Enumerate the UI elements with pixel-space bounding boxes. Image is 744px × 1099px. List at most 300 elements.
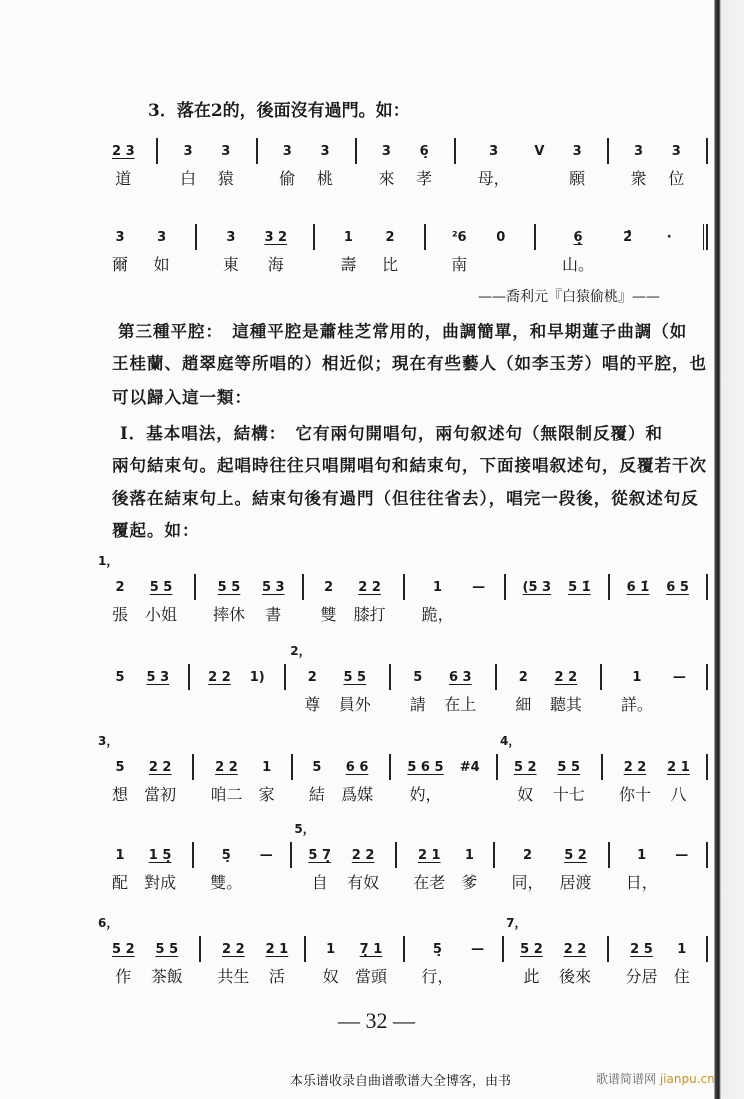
note: 5 1̇ [568, 580, 591, 595]
note-cell [218, 142, 234, 190]
note: 3 [183, 144, 193, 159]
lyric: 自 [311, 873, 328, 892]
barline [601, 754, 603, 780]
note-cell [560, 846, 592, 894]
note-cell [674, 940, 690, 988]
lyric: 有奴 [347, 873, 380, 892]
barline [493, 842, 495, 868]
note-cell [208, 668, 231, 716]
lyric: 奴 [517, 785, 534, 804]
note-cell [667, 758, 690, 806]
lyric: 八 [670, 785, 687, 804]
watermark [596, 1070, 715, 1087]
note-cell [631, 142, 647, 190]
note-cell [112, 668, 128, 716]
lyric: 詳。 [620, 695, 653, 714]
barline [607, 936, 609, 962]
lyric: 爹 [461, 873, 478, 892]
note-cell [147, 668, 170, 716]
lyric: 爾 [112, 255, 129, 274]
note: ²6 [451, 230, 467, 245]
note: 1 5̣ [148, 848, 172, 863]
note-cell [151, 940, 183, 988]
note: — [472, 580, 486, 595]
note-cell [213, 578, 245, 626]
note: 6̣ [573, 230, 583, 245]
lyric: 行， [421, 967, 454, 986]
barline [194, 574, 196, 600]
lyric: 摔休 [212, 605, 245, 624]
paragraph-line: I．基本唱法，結構： 它有兩句開唱句，兩句叙述句（無限制反覆）和 [120, 424, 663, 443]
note: 1 [677, 942, 687, 957]
note: 5̣ [221, 848, 231, 863]
note-cell [294, 822, 332, 894]
note: 1 [464, 848, 474, 863]
note: 3 [671, 144, 681, 159]
lyric: 此 [523, 967, 540, 986]
note: 2 2 [563, 942, 587, 957]
lyric: 請 [409, 695, 426, 714]
lyric: 雙 [320, 605, 337, 624]
note: (5 3 [522, 580, 552, 595]
lyric: 當初 [144, 785, 177, 804]
note: 2 2 [222, 942, 245, 957]
note-cell [531, 142, 547, 190]
note-cell [460, 758, 480, 806]
note-cell [98, 734, 129, 806]
lyric: 山。 [562, 255, 595, 274]
music-row [98, 734, 708, 814]
note-cell [210, 758, 242, 806]
note: 2 [324, 580, 334, 595]
note: 5 [115, 760, 125, 775]
barline [156, 138, 158, 164]
note: 2 2 [208, 670, 231, 685]
lyric: 雙。 [210, 873, 243, 892]
note-cell [515, 668, 531, 716]
note: 2 3 [112, 144, 135, 159]
note-cell [493, 228, 509, 276]
lyric: 來 [378, 169, 395, 188]
note-cell [317, 142, 333, 190]
music-row [112, 142, 708, 198]
lyric: 願 [569, 169, 586, 188]
phrase-number: 3， [98, 734, 119, 748]
barline [290, 842, 292, 868]
lyric: 小姐 [145, 605, 178, 624]
barline [706, 138, 708, 164]
barline [195, 224, 197, 250]
barline [600, 664, 602, 690]
note: 2 1 [265, 942, 289, 957]
note: 5 2 [112, 942, 135, 957]
barline [188, 664, 190, 690]
lyric: 想 [112, 785, 129, 804]
note-cell [217, 940, 249, 988]
note: 3 2 [264, 230, 288, 245]
barline [389, 664, 391, 690]
note: 5 2 [564, 848, 587, 863]
barline [395, 842, 397, 868]
note: 3 [489, 144, 499, 159]
note: 5 5 [217, 580, 241, 595]
note-cell [671, 668, 687, 716]
music-row [112, 644, 708, 724]
note-cell [355, 940, 387, 988]
barline [389, 754, 391, 780]
note-cell [661, 228, 677, 276]
note-cell [568, 578, 591, 626]
note-cell [478, 142, 510, 190]
note-cell [470, 940, 486, 988]
barline [403, 574, 405, 600]
note: 2 [385, 230, 395, 245]
note: 5 5 [149, 580, 173, 595]
footer-note: 本乐谱收录自曲谱歌谱大全博客，由书 [290, 1074, 512, 1089]
note: V [534, 144, 545, 159]
note-cell [341, 758, 373, 806]
note: 6 1̇ [626, 580, 650, 595]
note-cell [559, 940, 591, 988]
note: 3 [282, 144, 292, 159]
note: 5̣ [432, 942, 442, 957]
note: 5 3 [261, 580, 285, 595]
note-cell [625, 940, 657, 988]
note: 6 5 [666, 580, 689, 595]
lyric: 當頭 [354, 967, 387, 986]
note-cell [511, 846, 543, 894]
lyric: 員外 [338, 695, 371, 714]
lyric: 十七 [552, 785, 585, 804]
barline [284, 664, 286, 690]
note: 5 2 [513, 760, 537, 775]
note-cell [550, 668, 582, 716]
note: — [675, 848, 689, 863]
note-cell [266, 940, 289, 988]
note: 3 [572, 144, 582, 159]
note: 3 [157, 230, 167, 245]
note-cell [461, 846, 477, 894]
note: 0 [496, 230, 506, 245]
lyric: 膝打 [353, 605, 386, 624]
lyric: 道 [115, 169, 132, 188]
note: 1) [249, 670, 265, 685]
note-cell [444, 668, 476, 716]
note: 5 6 5 [407, 760, 444, 775]
barline [496, 754, 498, 780]
paragraph-line: 第三種平腔： 這種平腔是蕭桂芝常用的，曲調簡單，和早期蓮子曲調（如 [118, 322, 688, 341]
note: 3 [320, 144, 330, 159]
note: 1 [343, 230, 353, 245]
note: 5 2 [520, 942, 543, 957]
note: 2 [522, 848, 532, 863]
note-cell [144, 846, 176, 894]
note-cell [98, 554, 129, 626]
note-cell [499, 734, 537, 806]
note: 5 3 [146, 670, 170, 685]
lyric: 位 [668, 169, 685, 188]
note-cell [626, 846, 658, 894]
lyric: 母， [477, 169, 510, 188]
note-cell [223, 228, 239, 276]
note-cell [323, 940, 339, 988]
note: — [471, 942, 485, 957]
watermark-cn: 歌谱简谱网 [596, 1072, 657, 1086]
barline [706, 574, 708, 600]
note-cell [553, 758, 585, 806]
note-cell [569, 142, 585, 190]
note-cell [506, 916, 543, 988]
note: 1 [632, 670, 642, 685]
lyric: 比 [381, 255, 398, 274]
note: 6 3 [448, 670, 472, 685]
barline [403, 936, 405, 962]
note-cell [290, 644, 321, 716]
note-cell [98, 916, 135, 988]
note: 5 5 [557, 760, 581, 775]
note-cell [354, 578, 386, 626]
note: 5 5 [155, 942, 179, 957]
note-cell [378, 142, 394, 190]
lyric: 對成 [144, 873, 177, 892]
note-cell [620, 228, 636, 276]
note-cell [422, 578, 454, 626]
barline [291, 754, 293, 780]
note: 3 [221, 144, 231, 159]
note: 2 2 [148, 760, 172, 775]
note: 5 [413, 670, 423, 685]
note-cell [666, 578, 689, 626]
note: 2 2 [215, 760, 238, 775]
note-cell [562, 228, 594, 276]
paragraph-line: 兩句結束句。起唱時往往只唱開唱句和結束句，下面接唱叙述句，反覆若干次 [112, 456, 707, 475]
note: 2 [518, 670, 528, 685]
note-cell [145, 578, 177, 626]
lyric: 奴 [322, 967, 339, 986]
lyric: 咱二 [210, 785, 243, 804]
note: 1 [262, 760, 272, 775]
note-cell [347, 846, 379, 894]
lyric: 作 [115, 967, 132, 986]
lyric: 你十 [619, 785, 652, 804]
note: 6 6 [345, 760, 369, 775]
note: 3 [226, 230, 236, 245]
lyric: 白 [180, 169, 197, 188]
note: 3 [634, 144, 644, 159]
note: 2 1 [417, 848, 441, 863]
source-attribution: ——喬利元『白猿偷桃』—— [478, 289, 660, 305]
phrase-number: 4， [499, 734, 521, 748]
lyric: 結 [308, 785, 325, 804]
phrase-number: 2， [290, 644, 311, 658]
lyric: 在老 [413, 873, 446, 892]
lyric: 分居 [625, 967, 658, 986]
lyric: 海 [267, 255, 284, 274]
note: 3 [115, 230, 125, 245]
note: 2 2 [554, 670, 578, 685]
note-cell [264, 228, 287, 276]
lyric: 細 [515, 695, 532, 714]
note-cell [309, 758, 325, 806]
barline [502, 936, 504, 962]
paragraph-line: 王桂蘭、趙翠庭等所唱的）相近似；現在有些藝人（如李玉芳）唱的平腔，也 [112, 354, 707, 373]
music-row [112, 822, 708, 902]
music-row [112, 228, 708, 284]
note-cell [262, 578, 285, 626]
note: 2 2 [623, 760, 647, 775]
lyric: 壽 [340, 255, 357, 274]
lyric: 活 [268, 967, 285, 986]
note: #4 [459, 760, 480, 775]
barline [608, 574, 610, 600]
note-cell [382, 228, 398, 276]
note: 5 5 [343, 670, 367, 685]
note-cell [259, 758, 275, 806]
note: 1 [433, 580, 443, 595]
barline [302, 574, 304, 600]
note: 2 [307, 670, 317, 685]
lyric: 配 [112, 873, 129, 892]
note-cell [407, 758, 443, 806]
barline [706, 664, 708, 690]
lyric: 住 [673, 967, 690, 986]
note: · [666, 230, 672, 245]
lyric: 猿 [217, 169, 234, 188]
music-row [98, 916, 708, 996]
phrase-number: 1， [98, 554, 119, 568]
scan-edge [710, 0, 744, 1099]
note: 7̣ 1 [359, 942, 383, 957]
note-cell [421, 940, 453, 988]
page-number: — 32 — [338, 1008, 415, 1033]
note-cell [621, 668, 653, 716]
note-cell [619, 758, 651, 806]
note: — [672, 670, 686, 685]
note: — [259, 848, 273, 863]
lyric: 後來 [559, 967, 592, 986]
note-cell [339, 668, 371, 716]
lyric: 在上 [444, 695, 477, 714]
note: 2 [115, 580, 125, 595]
barline [199, 936, 201, 962]
lyric: 桃 [316, 169, 333, 188]
note-cell [144, 758, 176, 806]
lyric: 尊 [304, 695, 321, 714]
lyric: 居渡 [559, 873, 592, 892]
note: 2 5 [630, 942, 653, 957]
barline [706, 754, 708, 780]
lyric: 聽其 [549, 695, 582, 714]
note: 2 1 [667, 760, 690, 775]
note-cell [154, 228, 170, 276]
lyric: 妁， [409, 785, 442, 804]
note: 1 [326, 942, 336, 957]
note-cell [523, 578, 552, 626]
note-cell [180, 142, 196, 190]
lyric: 書 [265, 605, 282, 624]
barline [706, 842, 708, 868]
barline [495, 664, 497, 690]
section-heading: 3．落在2的，後面沒有過門。如： [148, 101, 410, 121]
music-row [98, 554, 708, 634]
note-cell [410, 668, 426, 716]
lyric: 孝 [416, 169, 433, 188]
lyric: 日， [625, 873, 658, 892]
lyric: 衆 [630, 169, 647, 188]
lyric: 家 [258, 785, 275, 804]
barline [706, 936, 708, 962]
lyric: 偷 [279, 169, 296, 188]
lyric: 爲媒 [341, 785, 374, 804]
note-cell [674, 846, 690, 894]
note-cell [249, 668, 265, 716]
note: 5 [312, 760, 322, 775]
barline [192, 842, 194, 868]
note: 1 [637, 848, 647, 863]
lyric: 茶飯 [150, 967, 183, 986]
note-cell [627, 578, 650, 626]
note-cell [112, 142, 135, 190]
note-cell [321, 578, 337, 626]
note: 3 [381, 144, 391, 159]
phrase-number: 7， [506, 916, 527, 930]
note-cell [112, 228, 128, 276]
phrase-number: 5， [294, 822, 315, 836]
lyric: 同， [511, 873, 544, 892]
paragraph-line: 覆起。如： [112, 521, 200, 540]
note-cell [471, 578, 487, 626]
lyric: 南 [451, 255, 468, 274]
note-cell [413, 846, 445, 894]
barline [355, 138, 357, 164]
barline [454, 138, 456, 164]
lyric: 東 [222, 255, 239, 274]
note-cell [258, 846, 274, 894]
note: 2 2 [351, 848, 375, 863]
note-cell [112, 846, 128, 894]
lyric: 跪， [421, 605, 454, 624]
phrase-number: 6， [98, 916, 119, 930]
paragraph-line: 後落在結束句上。結束句後有過門（但往往省去），唱完一段後，從叙述句反 [112, 489, 699, 508]
watermark-en: jianpu.cn [659, 1072, 715, 1086]
note-cell [279, 142, 295, 190]
note: 2̂ [623, 230, 633, 245]
note-cell [451, 228, 467, 276]
barline [607, 138, 609, 164]
note: 1 [115, 848, 125, 863]
barline [313, 224, 315, 250]
note-cell [210, 846, 242, 894]
lyric: 如 [153, 255, 170, 274]
lyric: 張 [112, 605, 129, 624]
note-cell [340, 228, 356, 276]
barline [192, 754, 194, 780]
barline [256, 138, 258, 164]
lyric: 共生 [217, 967, 250, 986]
note: 6̣ [419, 144, 429, 159]
barline [504, 574, 506, 600]
barline [424, 224, 426, 250]
barline [304, 936, 306, 962]
paragraph-line: 可以歸入這一類： [112, 388, 252, 407]
note: 2 2 [358, 580, 381, 595]
barline [534, 224, 536, 250]
note: 5 [115, 670, 125, 685]
note: 5 7̣ [308, 848, 332, 863]
note-cell [668, 142, 684, 190]
barline [608, 842, 610, 868]
final-barline [703, 224, 708, 250]
